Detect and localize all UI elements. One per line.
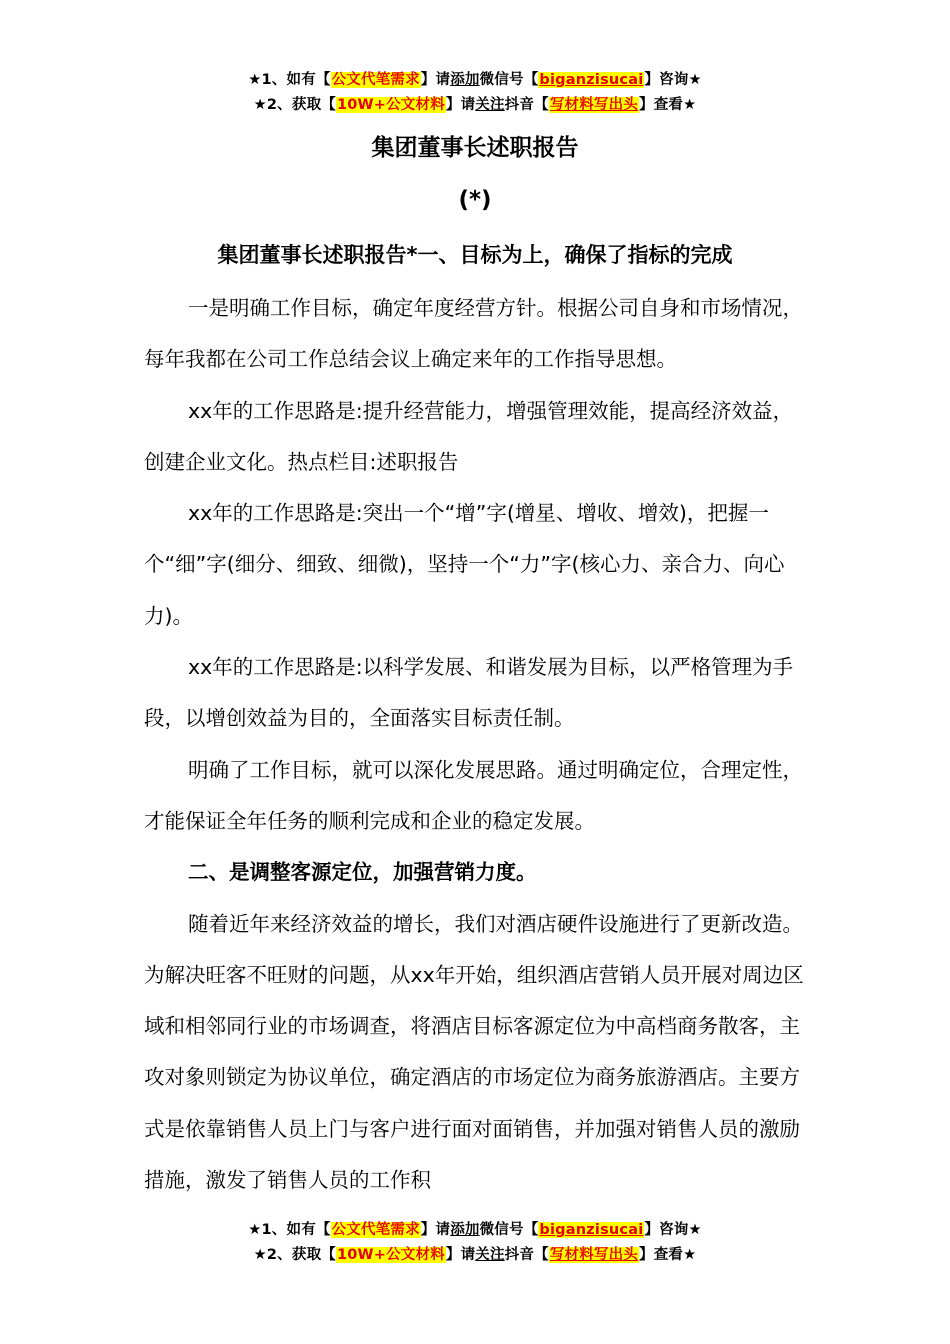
emphasis-add: 添加 [450, 1222, 480, 1238]
highlight-wechat-id: biganzisucai [539, 72, 644, 88]
emphasis-follow: 关注 [475, 97, 505, 113]
banner-text: 】请 [445, 1247, 476, 1263]
emphasis-follow: 关注 [475, 1247, 505, 1263]
highlight-materials: 10W+公文材料 [336, 1247, 445, 1263]
banner-text: 1、如有【 [261, 72, 331, 88]
paragraph: xx年的工作思路是:提升经营能力，增强管理效能，提高经济效益，创建企业文化。热点栏目:述职报告 [144, 398, 794, 474]
star-icon: ★ [253, 97, 267, 113]
paragraph: 一是明确工作目标，确定年度经营方针。根据公司自身和市场情况，每年我都在公司工作总结会议上确定来年的工作指导思想。 [144, 296, 803, 372]
highlight-douyin: 写材料写出头 [549, 1247, 639, 1263]
banner-text: 1、如有【 [261, 1222, 331, 1238]
banner-line-1 [0, 68, 950, 93]
document-body [144, 283, 810, 1206]
star-icon: ★ [248, 72, 262, 88]
banner-text: 抖音【 [504, 97, 549, 113]
banner-text: 】请 [420, 72, 451, 88]
banner-text: 】请 [445, 97, 476, 113]
emphasis-add: 添加 [450, 72, 480, 88]
banner-text: 微信号【 [479, 1222, 539, 1238]
highlight-wechat-id: biganzisucai [539, 1222, 644, 1238]
star-icon: ★ [683, 97, 697, 113]
banner-text: 】查看 [639, 97, 684, 113]
banner-line-2 [0, 93, 950, 118]
section-heading: 集团董事长述职报告*一、目标为上，确保了指标的完成 [217, 243, 733, 267]
highlight-service: 公文代笔需求 [331, 1222, 420, 1238]
banner-text: 】请 [420, 1222, 451, 1238]
star-icon: ★ [248, 1222, 262, 1238]
paragraph: xx年的工作思路是:以科学发展、和谐发展为目标，以严格管理为手段，以增创效益为目的，全面落实目标责任制。 [144, 655, 794, 731]
footer-banner [0, 1218, 950, 1268]
banner-text: 微信号【 [479, 72, 539, 88]
banner-text: 】咨询 [644, 72, 689, 88]
star-icon: ★ [688, 72, 702, 88]
paragraph: 明确了工作目标，就可以深化发展思路。通过明确定位，合理定性，才能保证全年任务的顺利完成和企业的稳定发展。 [144, 757, 803, 833]
star-icon: ★ [683, 1247, 697, 1263]
star-icon: ★ [688, 1222, 702, 1238]
banner-text: 抖音【 [504, 1247, 549, 1263]
star-icon: ★ [253, 1247, 267, 1263]
paragraph: 随着近年来经济效益的增长，我们对酒店硬件设施进行了更新改造。为解决旺客不旺财的问题，从xx年开始，组织酒店营销人员开展对周边区域和相邻同行业的市场调查，将酒店目标客源定位为中高档商务散客，主攻对象则锁定为协议单位，确定酒店的市场定位为商务旅游酒店。主要方式是依靠销售人员上门与客户进行面对面销售，并加强对销售人员的激励措施，激发了销售人员的工作积 [144, 911, 804, 1193]
banner-text: 】查看 [639, 1247, 684, 1263]
document-subtitle: (*) [458, 187, 492, 213]
highlight-douyin: 写材料写出头 [549, 97, 639, 113]
subheading: 二、是调整客源定位，加强营销力度。 [188, 860, 537, 885]
banner-text: 2、获取【 [266, 1247, 336, 1263]
header-banner [0, 68, 950, 118]
paragraph: xx年的工作思路是:突出一个“增”字(增星、增收、增效)，把握一个“细”字(细分、细致、细微)，坚持一个“力”字(核心力、亲合力、向心力)。 [144, 501, 785, 628]
banner-line-2 [0, 1243, 950, 1268]
highlight-service: 公文代笔需求 [331, 72, 420, 88]
banner-text: 2、获取【 [266, 97, 336, 113]
banner-line-1 [0, 1218, 950, 1243]
document-title: 集团董事长述职报告 [371, 135, 579, 161]
highlight-materials: 10W+公文材料 [336, 97, 445, 113]
banner-text: 】咨询 [644, 1222, 689, 1238]
